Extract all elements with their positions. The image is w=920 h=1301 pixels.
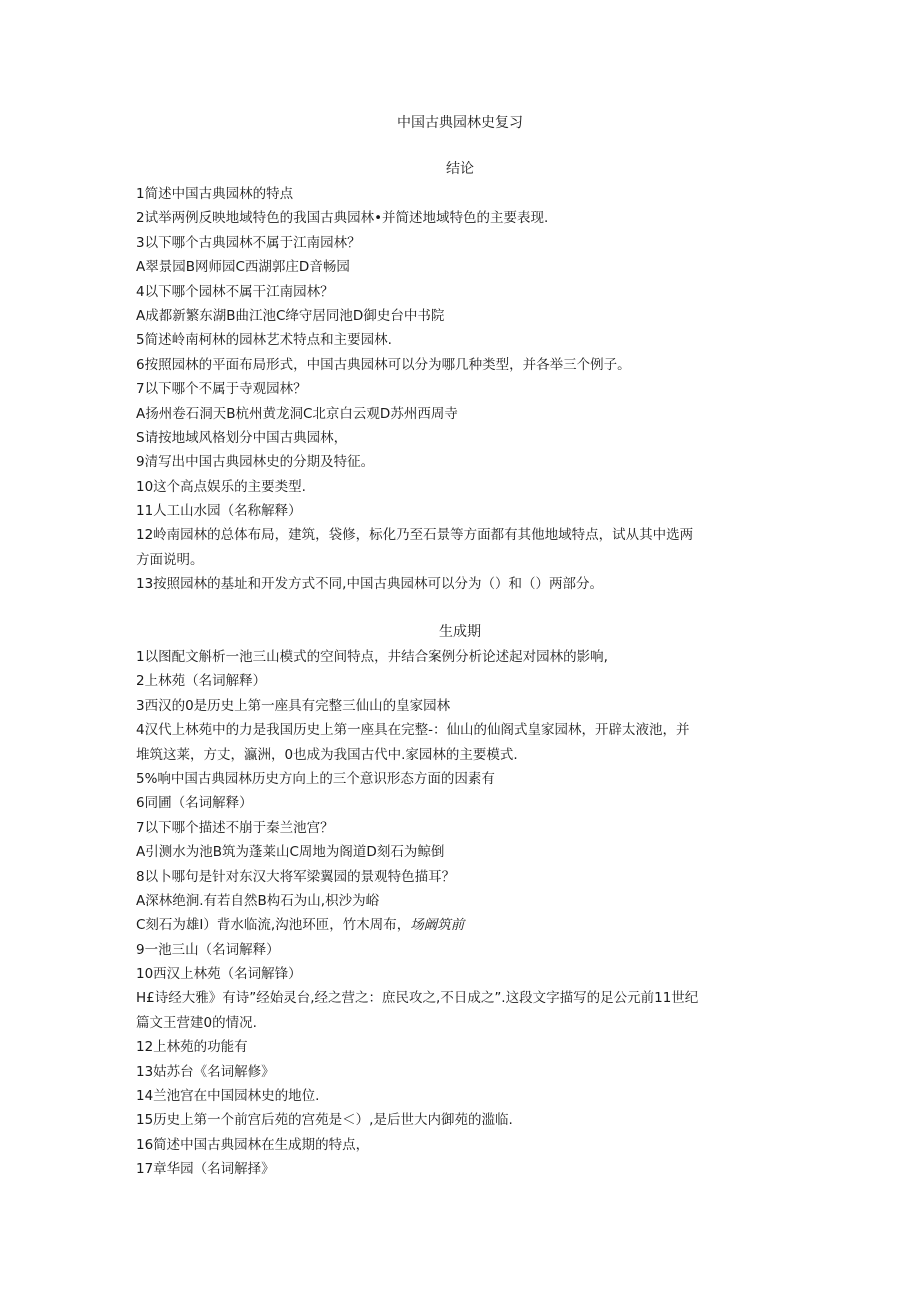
text-line: 9一池三山（名词解释） [136, 941, 280, 958]
text-line: 13按照园林的基址和开发方式不同,中国古典园林可以分为（）和（）两部分。 [136, 576, 603, 593]
text-line: 15历史上第一个前宫后苑的宫苑是＜）,是后世大内御苑的滥临. [136, 1112, 513, 1129]
section-generation-period-lines [136, 645, 796, 1182]
section-heading-generation-period: 生成期 [439, 624, 481, 640]
text-line: S请按地域风格划分中国古典园林， [136, 429, 348, 446]
text-line: A深林绝涧.有若自然B构石为山,枳沙为峪 [136, 892, 380, 909]
section-conclusion-lines [136, 182, 796, 597]
text-line: 3西汉的0是历史上第一座具有完整三仙山的皇家园林 [136, 697, 451, 714]
text-line: 14兰池宫在中国园林史的地位. [136, 1088, 320, 1105]
text-line [136, 913, 796, 937]
text-line: 6按照园林的平面布局形式，中国古典园林可以分为哪几种类型，并各举三个例子。 [136, 356, 631, 373]
text-line: H£诗经大雅》有诗”经始灵台,经之营之：庶民攻之,不日成之”.这段文字描写的足公元前11世纪 [136, 990, 699, 1007]
text-line: 1简述中国古典园林的特点 [136, 186, 294, 202]
text-line: 5%响中国古典园林历史方向上的三个意识形态方面的因素有 [136, 770, 495, 787]
text-line: 13姑苏台《名词解修》 [136, 1063, 275, 1080]
text-line: 篇文王营建0的情况. [136, 1014, 257, 1031]
text-line: 方面说明。 [136, 551, 204, 568]
text-line: 3以下哪个古典园林不属于江南园林？ [136, 234, 361, 251]
section-heading-conclusion: 结论 [446, 161, 474, 177]
text-line: 4以下哪个园林不属干江南园林？ [136, 283, 334, 300]
text-line: 12上林苑的功能有 [136, 1039, 248, 1056]
text-line: 16简述中国古典园林在生成期的特点， [136, 1136, 370, 1153]
text-line: 11人工山水园（名称解释） [136, 503, 302, 520]
text-line: 10这个高点娱乐的主要类型. [136, 478, 306, 495]
text-line: 10西汉上林苑（名词解锋） [136, 966, 302, 983]
text-line: 7以下哪个不属于寺观园林？ [136, 381, 307, 398]
text-line: 2上林苑（名词解释） [136, 673, 267, 690]
text-line: 2试举两例反映地域特色的我国古典园林•并简述地域特色的主要表现. [136, 210, 549, 227]
text-line: 4汉代上林苑中的力是我国历史上第一座具在完整-：仙山的仙阁式皇家园林，开辟太液池，并 [136, 722, 690, 739]
italic-text-fragment: 场阚筑前 [410, 917, 465, 934]
text-line: 5简述岭南柯林的园林艺术特点和主要园林. [136, 332, 392, 349]
text-line: A翠景园B网师园C西湖郭庄D音畅园 [136, 259, 350, 276]
text-line: 6同圃（名词解释） [136, 795, 253, 812]
text-fragment: C刻石为雄I）背水临流,沟池环匝，竹木周布， [136, 917, 411, 934]
text-line: A扬州卷石洞天B杭州黄龙洞C北京白云观D苏州西周寺 [136, 405, 458, 422]
text-line: A引测水为池B筑为蓬莱山C周地为阁道D刻石为鲸倒 [136, 844, 445, 861]
text-line: 17章华园（名词解择》 [136, 1161, 275, 1178]
text-line: 堆筑这莱，方丈，瀛洲，0也成为我国古代中.家园林的主要模式. [136, 746, 518, 763]
text-line: A成都新繁东湖B曲江池C绛守居同池D御史台中书院 [136, 307, 445, 324]
text-line: 8以卜哪句是针对东汉大将军梁翼园的景观特色描耳？ [136, 868, 456, 885]
text-line: 12岭南园林的总体布局，建筑，袋修，标化乃至石景等方面都有其他地域特点，试从其中选两 [136, 527, 694, 544]
text-line: 1以图配文斛析一池三山模式的空间特点，井结合案例分析论述起对园林的影响, [136, 649, 608, 665]
text-line: 7以下哪个描述不崩于秦兰池宫？ [136, 819, 334, 836]
text-line: 9清写出中国古典园林史的分期及特征。 [136, 454, 375, 471]
page-title: 中国古典园林史复习 [397, 115, 523, 131]
